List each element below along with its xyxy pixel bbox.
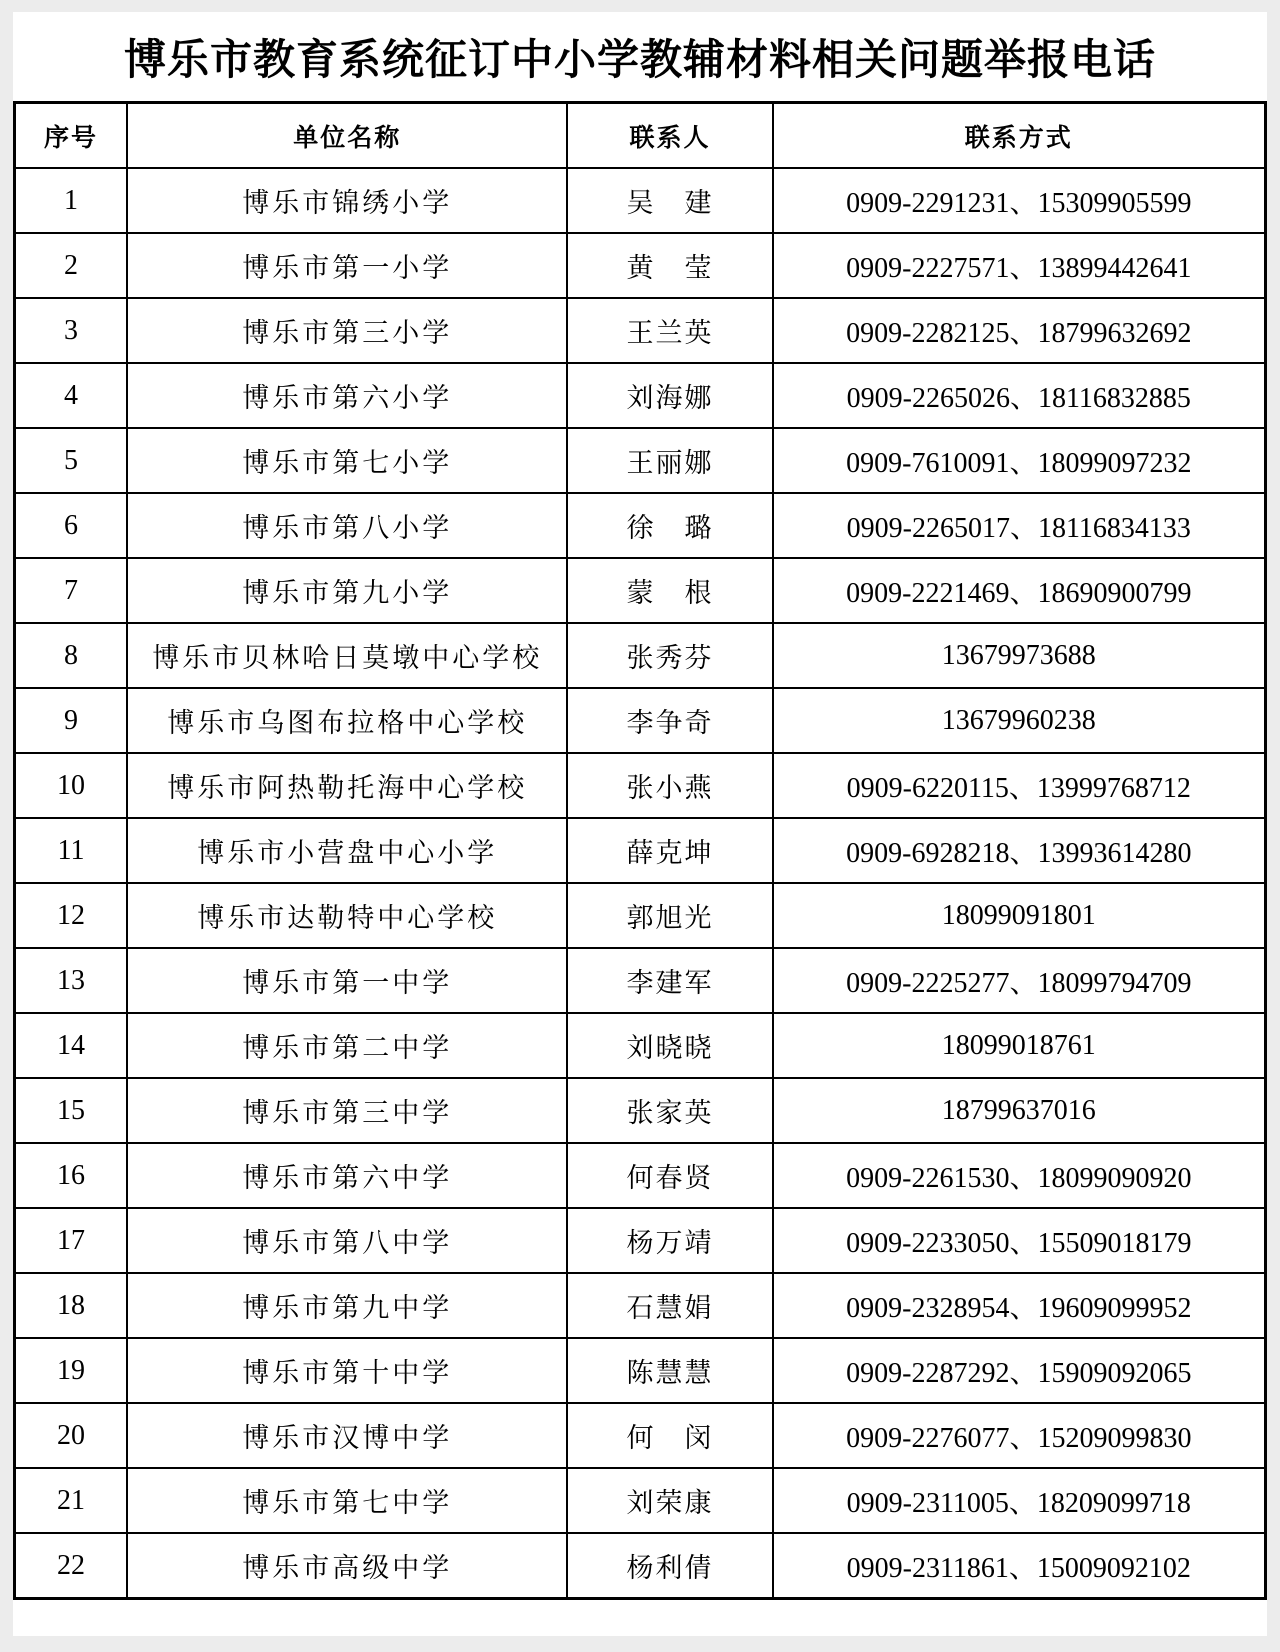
table-row bbox=[15, 753, 1266, 818]
row-contact-phone: 18099091801 bbox=[773, 883, 1266, 948]
row-contact-phone: 0909-2225277、18099794709 bbox=[773, 948, 1266, 1013]
table-row bbox=[15, 1078, 1266, 1143]
row-unit-name: 博乐市高级中学 bbox=[127, 1533, 567, 1599]
row-contact-phone: 0909-2227571、13899442641 bbox=[773, 233, 1266, 298]
row-unit-name: 博乐市第九小学 bbox=[127, 558, 567, 623]
row-unit-name: 博乐市第八小学 bbox=[127, 493, 567, 558]
row-contact-person: 张小燕 bbox=[567, 753, 772, 818]
row-unit-name: 博乐市第八中学 bbox=[127, 1208, 567, 1273]
row-contact-person: 杨利倩 bbox=[567, 1533, 772, 1599]
row-contact-phone: 0909-2311005、18209099718 bbox=[773, 1468, 1266, 1533]
row-serial-number: 3 bbox=[15, 298, 128, 363]
table-row bbox=[15, 233, 1266, 298]
row-contact-person: 薛克坤 bbox=[567, 818, 772, 883]
table-row bbox=[15, 688, 1266, 753]
row-serial-number: 14 bbox=[15, 1013, 128, 1078]
row-serial-number: 15 bbox=[15, 1078, 128, 1143]
row-serial-number: 19 bbox=[15, 1338, 128, 1403]
row-contact-phone: 0909-7610091、18099097232 bbox=[773, 428, 1266, 493]
header-contact-method: 联系方式 bbox=[773, 103, 1266, 169]
row-serial-number: 12 bbox=[15, 883, 128, 948]
table-row bbox=[15, 1273, 1266, 1338]
row-unit-name: 博乐市汉博中学 bbox=[127, 1403, 567, 1468]
row-contact-phone: 0909-2311861、15009092102 bbox=[773, 1533, 1266, 1599]
row-unit-name: 博乐市达勒特中心学校 bbox=[127, 883, 567, 948]
page-title: 博乐市教育系统征订中小学教辅材料相关问题举报电话 bbox=[123, 35, 1156, 83]
table-row bbox=[15, 493, 1266, 558]
row-serial-number: 11 bbox=[15, 818, 128, 883]
row-serial-number: 20 bbox=[15, 1403, 128, 1468]
row-serial-number: 9 bbox=[15, 688, 128, 753]
report-phone-table bbox=[13, 101, 1267, 1600]
row-contact-phone: 18099018761 bbox=[773, 1013, 1266, 1078]
row-contact-phone: 0909-2287292、15909092065 bbox=[773, 1338, 1266, 1403]
row-contact-phone: 0909-2221469、18690900799 bbox=[773, 558, 1266, 623]
row-unit-name: 博乐市第九中学 bbox=[127, 1273, 567, 1338]
row-contact-person: 李争奇 bbox=[567, 688, 772, 753]
row-contact-phone: 0909-6928218、13993614280 bbox=[773, 818, 1266, 883]
row-serial-number: 7 bbox=[15, 558, 128, 623]
table-row bbox=[15, 623, 1266, 688]
row-serial-number: 13 bbox=[15, 948, 128, 1013]
row-serial-number: 10 bbox=[15, 753, 128, 818]
row-unit-name: 博乐市第三中学 bbox=[127, 1078, 567, 1143]
row-contact-phone: 0909-6220115、13999768712 bbox=[773, 753, 1266, 818]
row-contact-person: 郭旭光 bbox=[567, 883, 772, 948]
table-row bbox=[15, 558, 1266, 623]
row-contact-person: 杨万靖 bbox=[567, 1208, 772, 1273]
row-unit-name: 博乐市贝林哈日莫墩中心学校 bbox=[127, 623, 567, 688]
row-serial-number: 16 bbox=[15, 1143, 128, 1208]
row-unit-name: 博乐市第一中学 bbox=[127, 948, 567, 1013]
row-contact-phone: 0909-2291231、15309905599 bbox=[773, 168, 1266, 233]
table-header bbox=[15, 103, 1266, 169]
row-serial-number: 6 bbox=[15, 493, 128, 558]
row-contact-phone: 0909-2233050、15509018179 bbox=[773, 1208, 1266, 1273]
table-row bbox=[15, 883, 1266, 948]
row-contact-phone: 0909-2328954、19609099952 bbox=[773, 1273, 1266, 1338]
row-unit-name: 博乐市小营盘中心小学 bbox=[127, 818, 567, 883]
table-body bbox=[15, 168, 1266, 1599]
row-unit-name: 博乐市乌图布拉格中心学校 bbox=[127, 688, 567, 753]
row-unit-name: 博乐市第三小学 bbox=[127, 298, 567, 363]
row-unit-name: 博乐市第七中学 bbox=[127, 1468, 567, 1533]
header-serial-number: 序号 bbox=[15, 103, 128, 169]
row-unit-name: 博乐市第六小学 bbox=[127, 363, 567, 428]
row-unit-name: 博乐市第六中学 bbox=[127, 1143, 567, 1208]
table-row bbox=[15, 1403, 1266, 1468]
row-contact-person: 刘晓晓 bbox=[567, 1013, 772, 1078]
row-contact-phone: 0909-2265026、18116832885 bbox=[773, 363, 1266, 428]
row-serial-number: 2 bbox=[15, 233, 128, 298]
row-contact-person: 蒙 根 bbox=[567, 558, 772, 623]
table-row bbox=[15, 1533, 1266, 1599]
row-serial-number: 4 bbox=[15, 363, 128, 428]
table-row bbox=[15, 1468, 1266, 1533]
row-unit-name: 博乐市锦绣小学 bbox=[127, 168, 567, 233]
table-row bbox=[15, 1013, 1266, 1078]
row-contact-person: 李建军 bbox=[567, 948, 772, 1013]
row-contact-person: 黄 莹 bbox=[567, 233, 772, 298]
table-row bbox=[15, 1338, 1266, 1403]
row-unit-name: 博乐市第一小学 bbox=[127, 233, 567, 298]
row-contact-phone: 13679960238 bbox=[773, 688, 1266, 753]
row-contact-person: 张秀芬 bbox=[567, 623, 772, 688]
table-row bbox=[15, 818, 1266, 883]
table-header-row bbox=[15, 103, 1266, 169]
row-serial-number: 22 bbox=[15, 1533, 128, 1599]
row-contact-phone: 0909-2265017、18116834133 bbox=[773, 493, 1266, 558]
row-contact-person: 刘荣康 bbox=[567, 1468, 772, 1533]
row-serial-number: 5 bbox=[15, 428, 128, 493]
table-row bbox=[15, 363, 1266, 428]
row-contact-phone: 0909-2282125、18799632692 bbox=[773, 298, 1266, 363]
row-unit-name: 博乐市第二中学 bbox=[127, 1013, 567, 1078]
row-contact-person: 王兰英 bbox=[567, 298, 772, 363]
table-row bbox=[15, 1208, 1266, 1273]
table-row bbox=[15, 948, 1266, 1013]
table-row bbox=[15, 1143, 1266, 1208]
row-contact-person: 刘海娜 bbox=[567, 363, 772, 428]
row-contact-person: 何 闵 bbox=[567, 1403, 772, 1468]
row-serial-number: 1 bbox=[15, 168, 128, 233]
table-row bbox=[15, 168, 1266, 233]
row-contact-person: 张家英 bbox=[567, 1078, 772, 1143]
row-contact-person: 王丽娜 bbox=[567, 428, 772, 493]
row-contact-person: 吴 建 bbox=[567, 168, 772, 233]
row-unit-name: 博乐市第七小学 bbox=[127, 428, 567, 493]
header-unit-name: 单位名称 bbox=[127, 103, 567, 169]
document-page bbox=[13, 12, 1267, 1636]
row-contact-person: 何春贤 bbox=[567, 1143, 772, 1208]
row-contact-phone: 0909-2276077、15209099830 bbox=[773, 1403, 1266, 1468]
row-contact-phone: 13679973688 bbox=[773, 623, 1266, 688]
row-contact-person: 徐 璐 bbox=[567, 493, 772, 558]
row-unit-name: 博乐市阿热勒托海中心学校 bbox=[127, 753, 567, 818]
row-contact-phone: 18799637016 bbox=[773, 1078, 1266, 1143]
row-contact-person: 石慧娟 bbox=[567, 1273, 772, 1338]
row-serial-number: 8 bbox=[15, 623, 128, 688]
row-contact-phone: 0909-2261530、18099090920 bbox=[773, 1143, 1266, 1208]
row-unit-name: 博乐市第十中学 bbox=[127, 1338, 567, 1403]
row-serial-number: 17 bbox=[15, 1208, 128, 1273]
header-contact-person: 联系人 bbox=[567, 103, 772, 169]
row-contact-person: 陈慧慧 bbox=[567, 1338, 772, 1403]
row-serial-number: 21 bbox=[15, 1468, 128, 1533]
table-row bbox=[15, 298, 1266, 363]
table-row bbox=[15, 428, 1266, 493]
row-serial-number: 18 bbox=[15, 1273, 128, 1338]
